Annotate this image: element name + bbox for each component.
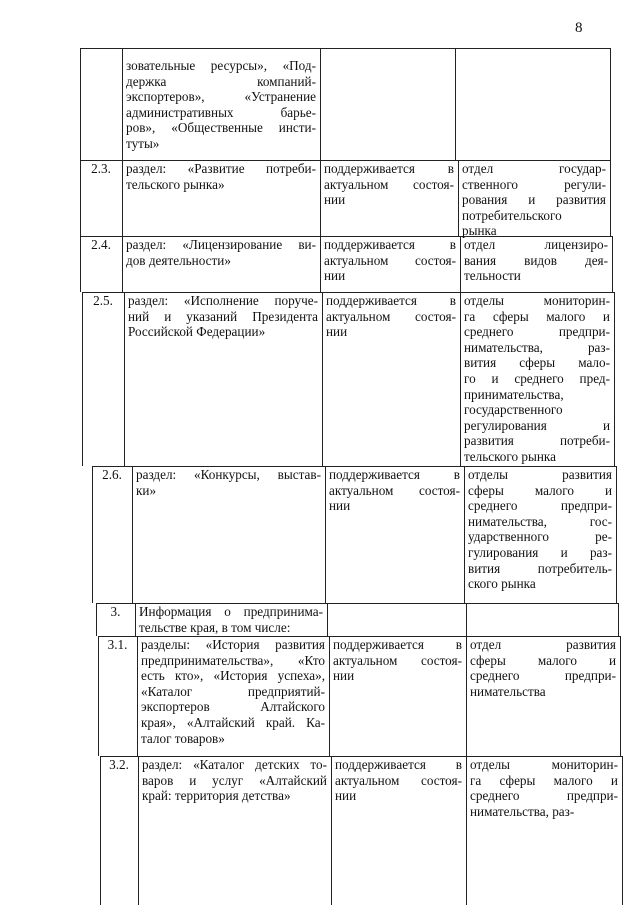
responsible-cell: [464, 293, 610, 465]
column-divider: [620, 636, 621, 756]
responsible-cell-line: ского рынка: [468, 576, 536, 592]
column-divider: [98, 636, 99, 756]
status-cell: [324, 237, 456, 284]
row-number: 2.3.: [91, 161, 111, 176]
column-divider: [96, 603, 97, 636]
column-divider: [122, 160, 123, 236]
responsible-cell-line: среднего предпри-: [464, 324, 610, 340]
section-cell-line: края», «Алтайский край. Ка-: [141, 714, 325, 730]
column-divider: [460, 292, 461, 466]
responsible-cell-line: сферы малого и: [470, 652, 616, 668]
section-cell-line: тельского рынка»: [126, 176, 225, 192]
status-cell: [329, 467, 460, 514]
column-divider: [622, 756, 623, 905]
status-cell-line: поддерживается в: [333, 637, 462, 652]
status-cell-line: актуальном состоя-: [324, 252, 456, 268]
status-cell-line: поддерживается в: [329, 467, 460, 482]
status-cell-line: поддерживается в: [335, 757, 462, 772]
status-cell-line: поддерживается в: [326, 293, 456, 308]
section-cell: [142, 757, 327, 804]
section-cell-line: экспортеров», «Устранение: [126, 89, 316, 105]
responsible-cell-line: регулирования и: [464, 417, 610, 433]
section-cell-line: варов и услуг «Алтайский: [142, 772, 327, 788]
responsible-cell-line: среднего предпри-: [470, 788, 618, 804]
responsible-cell: [464, 237, 608, 284]
responsible-cell-line: ударственного ре-: [468, 529, 612, 545]
status-cell-line: актуальном состоя-: [335, 772, 462, 788]
status-cell-line: актуальном состоя-: [326, 308, 456, 324]
column-divider: [320, 236, 321, 292]
responsible-cell-line: среднего предпри-: [468, 498, 612, 514]
column-divider: [92, 466, 93, 603]
status-cell-line: актуальном состоя-: [329, 482, 460, 498]
section-cell-line: ров», «Общественные инсти-: [126, 120, 316, 136]
status-cell: [326, 293, 456, 340]
section-cell-line: раздел: «Лицензирование ви-: [126, 237, 316, 252]
column-divider: [137, 636, 138, 756]
section-cell-line: туты»: [126, 135, 160, 151]
section-cell: [126, 237, 316, 268]
row-divider: [80, 48, 610, 49]
responsible-cell: [470, 637, 616, 699]
column-divider: [320, 160, 321, 236]
responsible-cell-line: нимательства: [470, 683, 546, 699]
section-cell: [141, 637, 325, 746]
column-divider: [464, 466, 465, 603]
responsible-cell-line: среднего предпри-: [470, 668, 616, 684]
page-number: 8: [575, 20, 583, 36]
column-divider: [100, 756, 101, 905]
section-cell-line: экспортеров Алтайского: [141, 699, 325, 715]
status-cell-line: актуальном состоя-: [333, 652, 462, 668]
status-cell-line: нии: [329, 498, 351, 514]
column-divider: [612, 236, 613, 292]
status-cell: [333, 637, 462, 684]
status-cell: [324, 161, 454, 208]
column-divider: [80, 48, 81, 160]
column-divider: [124, 292, 125, 466]
column-divider: [132, 466, 133, 603]
row-number: 3.1.: [107, 637, 128, 652]
responsible-cell-line: рынка: [462, 223, 497, 239]
section-cell: [136, 467, 321, 498]
column-divider: [610, 160, 611, 236]
row-number: 2.4.: [91, 237, 111, 252]
column-divider: [322, 292, 323, 466]
column-divider: [331, 756, 332, 905]
section-cell-line: разделы: «История развития: [141, 637, 325, 652]
section-cell-line: раздел: «Исполнение поруче-: [128, 293, 318, 308]
column-divider: [320, 48, 321, 160]
section-cell: [126, 161, 316, 192]
column-divider: [460, 236, 461, 292]
responsible-cell-line: тельности: [464, 268, 521, 284]
section-cell-line: Российской Федерации»: [128, 324, 266, 340]
responsible-cell-line: государственного: [464, 402, 563, 418]
section-cell-line: раздел: «Развитие потреби-: [126, 161, 316, 176]
column-divider: [618, 603, 619, 636]
column-divider: [458, 160, 459, 236]
status-cell-line: поддерживается в: [324, 161, 454, 176]
section-cell-line: талог товаров»: [141, 730, 225, 746]
responsible-cell: [462, 161, 606, 239]
responsible-cell-line: вития потребитель-: [468, 560, 612, 576]
responsible-cell-line: го и среднего пред-: [464, 370, 610, 386]
column-divider: [466, 636, 467, 756]
status-cell-line: нии: [324, 268, 346, 284]
column-divider: [122, 48, 123, 160]
column-divider: [138, 756, 139, 905]
responsible-cell-line: нимательства, раз-: [470, 803, 575, 819]
column-divider: [616, 466, 617, 603]
responsible-cell-line: отделы мониторин-: [470, 757, 618, 772]
section-cell-line: дов деятельности»: [126, 252, 231, 268]
column-divider: [122, 236, 123, 292]
section-cell-line: административных барье-: [126, 104, 316, 120]
section-cell: [128, 293, 318, 340]
column-divider: [455, 48, 456, 160]
responsible-cell-line: отдел государ-: [462, 161, 606, 176]
status-cell-line: нии: [324, 192, 346, 208]
status-cell-line: нии: [333, 668, 355, 684]
section-cell-line: ки»: [136, 482, 157, 498]
responsible-cell-line: нимательства, раз-: [464, 339, 610, 355]
section-cell-line: раздел: «Конкурсы, выстав-: [136, 467, 321, 482]
section-cell-line: есть кто», «История успеха»,: [141, 668, 325, 684]
column-divider: [80, 160, 81, 236]
responsible-cell-line: отделы мониторин-: [464, 293, 610, 308]
section-cell-line: раздел: «Каталог детских то-: [142, 757, 327, 772]
section-cell-line: Информация о предпринима-: [139, 604, 323, 619]
section-cell-line: тельстве края, в том числе:: [139, 619, 291, 635]
column-divider: [614, 292, 615, 466]
responsible-cell-line: гулирования и раз-: [468, 544, 612, 560]
responsible-cell: [468, 467, 612, 592]
section-cell: [139, 604, 323, 635]
status-cell-line: нии: [335, 788, 357, 804]
column-divider: [329, 636, 330, 756]
responsible-cell-line: га сферы малого и: [464, 308, 610, 324]
row-number: 2.6.: [102, 467, 122, 482]
column-divider: [466, 756, 467, 905]
status-cell-line: актуальном состоя-: [324, 176, 454, 192]
responsible-cell-line: вития сферы мало-: [464, 355, 610, 371]
responsible-cell-line: принимательства,: [464, 386, 564, 402]
responsible-cell: [470, 757, 618, 819]
column-divider: [82, 292, 83, 466]
responsible-cell-line: тельского рынка: [464, 448, 556, 464]
row-number: 3.2.: [109, 757, 129, 772]
responsible-cell-line: рования и развития: [462, 192, 606, 208]
responsible-cell-line: потребительского: [462, 207, 562, 223]
row-number: 3.: [110, 604, 121, 619]
responsible-cell-line: отдел лицензиро-: [464, 237, 608, 252]
responsible-cell-line: развития потреби-: [464, 433, 610, 449]
row-number: 2.5.: [93, 293, 113, 308]
status-cell-line: поддерживается в: [324, 237, 456, 252]
column-divider: [610, 48, 611, 160]
column-divider: [466, 603, 467, 636]
responsible-cell-line: отделы развития: [468, 467, 612, 482]
responsible-cell-line: нимательства, гос-: [468, 513, 612, 529]
responsible-cell-line: отдел развития: [470, 637, 616, 652]
column-divider: [80, 236, 81, 292]
column-divider: [135, 603, 136, 636]
responsible-cell-line: вания видов дея-: [464, 252, 608, 268]
status-cell: [335, 757, 462, 804]
responsible-cell-line: сферы малого и: [468, 482, 612, 498]
column-divider: [325, 466, 326, 603]
section-cell: [126, 58, 316, 152]
responsible-cell-line: га сферы малого и: [470, 772, 618, 788]
responsible-cell-line: ственного регули-: [462, 176, 606, 192]
section-cell-line: ний и указаний Президента: [128, 308, 318, 324]
section-cell-line: предпринимательства», «Кто: [141, 652, 325, 668]
section-cell-line: «Каталог предприятий-: [141, 683, 325, 699]
section-cell-line: зовательные ресурсы», «Под-: [126, 58, 316, 73]
section-cell-line: край: территория детства»: [142, 788, 291, 804]
section-cell-line: держка компаний-: [126, 73, 316, 89]
column-divider: [327, 603, 328, 636]
status-cell-line: нии: [326, 324, 348, 340]
